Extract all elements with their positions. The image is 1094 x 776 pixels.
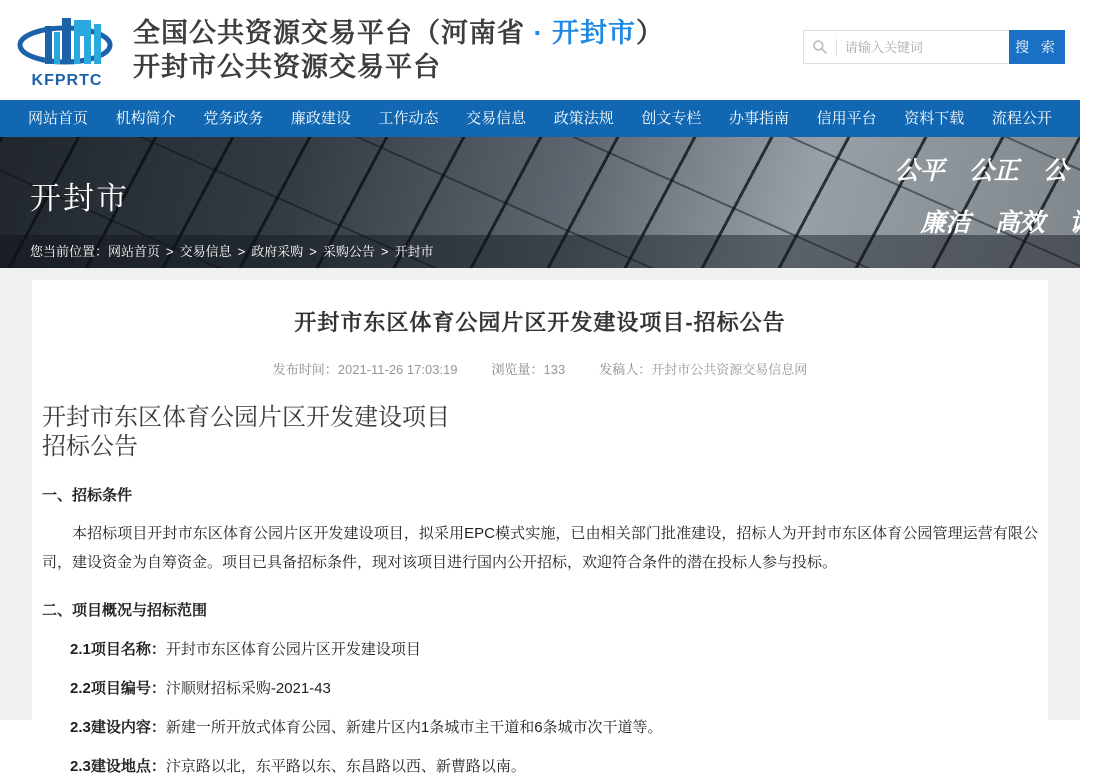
- project-number-item: [70, 677, 1038, 698]
- site-subtitle: 开封市公共资源交易平台: [133, 52, 441, 82]
- banner-region-title: 开封市: [30, 181, 129, 216]
- nav-item-service-guide[interactable]: 办事指南: [729, 110, 790, 127]
- breadcrumb: [0, 235, 1080, 268]
- banner-slogan-line2: 廉洁 高效 诚: [920, 210, 1094, 237]
- breadcrumb-separator: >: [309, 244, 317, 259]
- search-button[interactable]: 搜 索: [1009, 30, 1065, 64]
- nav-item-party-affairs[interactable]: 党务政务: [203, 110, 264, 127]
- project-name-item: [70, 638, 1038, 659]
- publish-time: [273, 359, 458, 378]
- construction-location-item: [70, 755, 1038, 776]
- breadcrumb-separator: >: [380, 244, 389, 259]
- article-body: [42, 404, 1038, 776]
- search-box: [803, 30, 1009, 64]
- nav-item-work-news[interactable]: 工作动态: [378, 110, 439, 127]
- section-1-title: 一、招标条件: [42, 487, 133, 504]
- construction-location-label: 2.3建设地点：: [70, 758, 166, 775]
- nav-item-civilization-column[interactable]: 创文专栏: [641, 110, 702, 127]
- view-count-label: 浏览量：: [491, 362, 544, 377]
- document-heading-line1: 开封市东区体育公园片区开发建设项目: [42, 405, 450, 431]
- nav-item-process-disclosure[interactable]: 流程公开: [991, 110, 1052, 127]
- site-title-city: 开封市: [552, 18, 636, 48]
- publish-time-value: 2021-11-26 17:03:19: [337, 362, 458, 377]
- nav-item-policies[interactable]: 政策法规: [553, 110, 614, 127]
- breadcrumb-item-gov-procurement[interactable]: 政府采购: [251, 244, 304, 259]
- site-logo[interactable]: [15, 12, 119, 88]
- breadcrumb-separator: >: [237, 244, 246, 259]
- breadcrumb-item-procurement-notice[interactable]: 采购公告: [322, 244, 375, 259]
- nav-item-integrity[interactable]: 廉政建设: [290, 110, 351, 127]
- publish-time-label: 发布时间：: [272, 362, 338, 377]
- construction-content-label: 2.3建设内容：: [70, 719, 166, 736]
- nav-item-downloads[interactable]: 资料下载: [904, 110, 965, 127]
- construction-content-value: 新建一所开放式体育公园、新建片区内1条城市主干道和6条城市次干道等。: [165, 719, 663, 736]
- project-number-value: 汴顺财招标采购-2021-43: [165, 680, 331, 697]
- breadcrumb-label: 您当前位置：: [30, 244, 109, 259]
- search-divider: [836, 39, 837, 55]
- section-2-title: 二、项目概况与招标范围: [42, 602, 208, 619]
- construction-location-value: 汴京路以北，东平路以东、东昌路以西、新曹路以南。: [165, 758, 526, 775]
- view-count-value: 133: [543, 362, 566, 377]
- site-title-suffix: ）: [636, 18, 664, 48]
- site-title-prefix: 全国公共资源交易平台（河南省: [133, 18, 525, 48]
- platform-logo-icon: [17, 12, 117, 88]
- banner: [0, 137, 1094, 268]
- project-name-value: 开封市东区体育公园片区开发建设项目: [165, 641, 421, 658]
- section-1-paragraph: 本招标项目开封市东区体育公园片区开发建设项目，拟采用EPC模式实施，已由相关部门批准建设，招标人为开封市东区体育公园管理运营有限公司，建设资金为自筹资金。项目已具备招标条件，现对该项目进行国内公开招标，欢迎符合条件的潜在投标人参与投标。: [42, 525, 1038, 571]
- main-nav: [0, 100, 1080, 137]
- nav-item-credit-platform[interactable]: 信用平台: [816, 110, 877, 127]
- construction-content-item: [70, 716, 1038, 737]
- article-title: 开封市东区体育公园片区开发建设项目-招标公告: [294, 310, 786, 335]
- site-header: [0, 0, 1080, 100]
- document-heading-line2: 招标公告: [42, 434, 138, 460]
- search-input[interactable]: [845, 40, 1001, 55]
- site-title: [133, 16, 664, 84]
- breadcrumb-item-trade-info[interactable]: 交易信息: [179, 244, 232, 259]
- nav-item-trade-info[interactable]: 交易信息: [466, 110, 527, 127]
- site-title-dot: ·: [525, 18, 552, 48]
- article-card: [32, 280, 1048, 775]
- author-value: 开封市公共资源交易信息网: [651, 362, 808, 377]
- breadcrumb-item-kaifeng[interactable]: 开封市: [394, 244, 434, 259]
- banner-slogan-line1: 公平 公正 公: [894, 158, 1068, 185]
- site-title-main: [133, 16, 664, 50]
- nav-item-home[interactable]: 网站首页: [28, 110, 89, 127]
- nav-item-about[interactable]: 机构简介: [115, 110, 176, 127]
- author-label: 发稿人：: [599, 362, 652, 377]
- page-content: [0, 268, 1080, 775]
- banner-slogan: [894, 151, 1094, 239]
- author: [599, 359, 807, 378]
- article-meta: [42, 359, 1038, 378]
- search-icon: [812, 39, 828, 55]
- project-number-label: 2.2项目编号：: [70, 680, 166, 697]
- view-count: [492, 359, 566, 378]
- project-name-label: 2.1项目名称：: [70, 641, 166, 658]
- breadcrumb-separator: >: [166, 244, 174, 259]
- logo-text: KFPRTC: [31, 72, 103, 89]
- search-area: [803, 30, 1065, 64]
- breadcrumb-item-home[interactable]: 网站首页: [108, 244, 161, 259]
